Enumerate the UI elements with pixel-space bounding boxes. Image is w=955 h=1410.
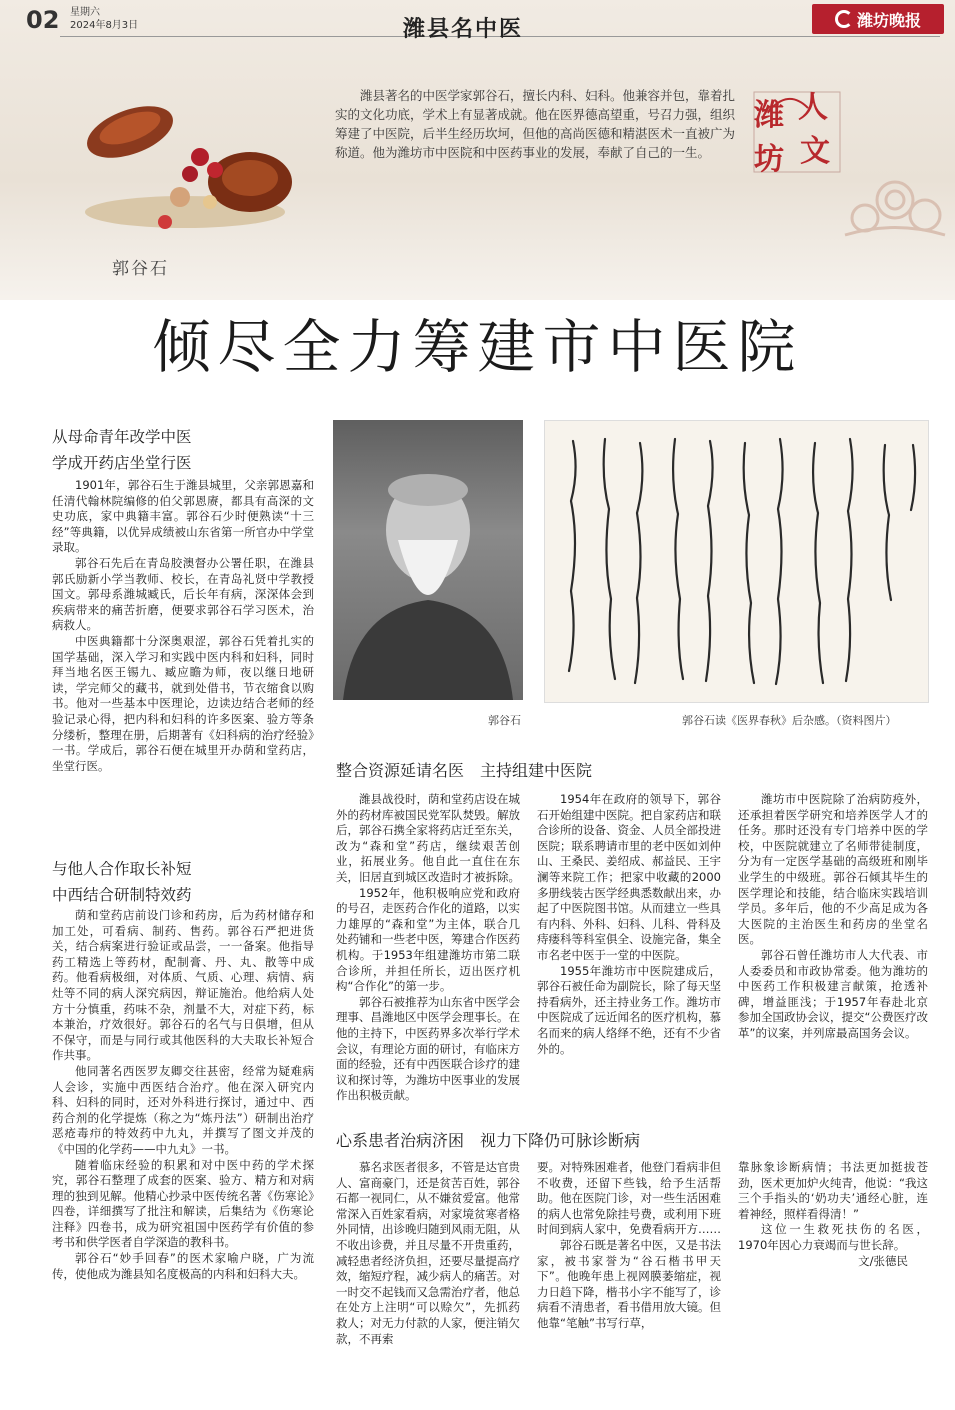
portrait-figure — [333, 420, 523, 700]
paragraph: 荫和堂药店前设门诊和药房，后为药材储存和加工处，可看病、制药、售药。郭谷石严把进货关，结合病案进行验证或品尝，一一备案。他指导药工精选上等药材，配制膏、丹、丸、散等中成药。他看病极细，对体质、气质、心理、病情、病灶等不同的病人深究病因，辩证施治。他给病人处方十分慎重，药味不杂，剂量不大，对症下药，标本兼治，疗效很好。郭谷石的名气与日俱增，但从不保守，而是与同行或其他医科的大夫取长补短合作共事。 — [52, 908, 314, 1063]
section1-body — [52, 478, 314, 774]
calligraphy-strokes — [545, 421, 930, 704]
paragraph: 郭谷石“妙手回春”的医术家喻户晓，广为流传，使他成为潍县知名度极高的内科和妇科大夫。 — [52, 1251, 314, 1281]
paragraph: 潍县战役时，荫和堂药店设在城外的药材库被国民党军队焚毁。解放后，郭谷石携全家将药店迁至东关，改为“森和堂”药店，继续艰苦创业，拓展业务。他自此一直住在东关，旧居直到城区改造时才被拆除。 — [336, 792, 520, 884]
paragraph: 郭谷石先后在青岛胶澳督办公署任职，在潍县郭氏励新小学当教师、校长，在青岛礼贤中学教授国文。郭母系潍城臧氏，后长年有病，深深体会到疾病带来的痛苦折磨，便要求郭谷石学习医术，治病救人。 — [52, 555, 314, 633]
cloud-ornament — [840, 160, 950, 250]
section3-col2 — [537, 792, 721, 1057]
paragraph: 1952年，他积极响应党和政府的号召，走医药合作化的道路，以实力雄厚的“森和堂”为主体，联合几处药铺和一些老中医，筹建合作医药机构。于1953年组建潍坊市第二联合诊所，并担任所长，迈出医疗机构“合作化”的第一步。 — [336, 885, 520, 994]
paragraph: 这位一生救死扶伤的名医，1970年因心力衰竭而与世长辞。 — [738, 1222, 928, 1252]
paragraph: 随着临床经验的积累和对中医中药的学术探究，郭谷石整理了成套的医案、验方、精方和对病理的独到见解。他精心抄录中医传统名著《伤寒论》四卷，详细撰写了批注和解读，后集结为《伤寒论注释》四卷书，成为研究祖国中医药学有价值的参考书和供学医者自学深造的教科书。 — [52, 1157, 314, 1250]
section3-col1 — [336, 792, 520, 1104]
section1-heading — [52, 424, 192, 476]
paragraph: 靠脉象诊断病情；书法更加挺拔苍劲，医术更加炉火纯青，他说：“我这三个手指头的‘奶功夫’通经心脏，连着神经，照样看得清！” — [738, 1160, 928, 1221]
section4-heading: 心系患者治病济困 视力下降仍可脉诊断病 — [336, 1131, 641, 1150]
section4-col3 — [738, 1160, 928, 1269]
portrait-photo — [333, 420, 523, 700]
section1-heading-line1: 从母命青年改学中医 — [52, 428, 192, 446]
person-name: 郭谷石 — [112, 259, 169, 279]
section2-heading-line1: 与他人合作取长补短 — [52, 860, 192, 878]
paragraph: 1954年在政府的领导下，郭谷石开始组建中医院。把自家药店和联合诊所的设备、资金、人员全部投进医院；联系聘请市里的老中医如刘仲山、王桑民、姜绍成、郝益民、王宇澜等来院工作；把家中收藏的2000多册线装古医学经典悉数献出来，办起了中医院图书馆。从而建立一些具有内科、外科、妇科、儿科、骨科及痔瘘科等科室俱全、设施完备，集全市名老中医于一堂的中医院。 — [537, 792, 721, 962]
paragraph: 中医典籍都十分深奥艰涩，郭谷石凭着扎实的国学基础，深入学习和实践中医内科和妇科，同时拜当地名医王锡九、臧应瞻为师，夜以继日地研读，学完师父的藏书，就到处借书，节衣缩食以购书。他对一些基本中医理论，边读边结合老师的经验记录心得，把内科和妇科的许多医案、验方等条分缕析，整理在册，后期著有《妇科病的治疗经验》一书。学成后，郭谷石便在城里开办荫和堂药店，坐堂行医。 — [52, 633, 314, 773]
renwen-badge — [748, 82, 846, 182]
section4-col2 — [537, 1160, 721, 1332]
section2-heading-line2: 中西结合研制特效药 — [52, 886, 192, 904]
date-text: 2024年8月3日 — [70, 20, 139, 31]
weekday: 星期六 — [70, 7, 100, 18]
herbs-illustration — [70, 62, 300, 232]
column-title: 潍县名中医 — [403, 17, 524, 42]
page-number: 02 — [26, 6, 60, 34]
section2-heading — [52, 856, 192, 908]
portrait-caption: 郭谷石 — [488, 714, 521, 727]
paragraph: 慕名求医者很多，不管是达官贵人、富商豪门，还是贫苦百姓，郭谷石都一视同仁，从不嫌贫爱富。他常常深入百姓家看病，对家境贫寒者格外同情，出诊晚归随到风雨无阻，从不收出诊费，并且尽量不开贵重药，减轻患者经济负担，还要尽量提高疗效，缩短疗程，减少病人的痛苦。对一时交不起钱而又急需治疗者，他总在处方上注明“可以赊欠”，先抓药救人；对无力付款的人家，便注销欠款，不再索 — [336, 1160, 520, 1346]
intro-paragraph: 潍县著名的中医学家郭谷石，擅长内科、妇科。他兼容并包，靠着扎实的文化功底，学术上有显著成就。他在医界德高望重，号召力强，组织筹建了中医院，后半生经历坎坷，但他的高尚医德和精湛医术一直被广为称道。他为潍坊市中医院和中医药事业的发展，奉献了自己的一生。 — [335, 88, 736, 160]
paragraph: 要。对特殊困难者，他登门看病非但不收费，还留下些钱，给予生活帮助。他在医院门诊，对一些生活困难的病人也常免除挂号费，或利用下班时间到病人家中，免费看病开方…… — [537, 1160, 721, 1237]
author-byline: 文/张德民 — [858, 1253, 908, 1268]
paragraph: 1901年，郭谷石生于潍县城里，父亲郭恩嘉和任清代翰林院编修的伯父郭恩赓，都具有高深的文史功底，家中典籍丰富。郭谷石少时便熟读“十三经”等典籍，以优异成绩被山东省第一所官办中学堂录取。 — [52, 478, 314, 555]
badge-char-fang: 坊 — [754, 142, 784, 177]
issue-date — [70, 6, 138, 32]
section3-heading: 整合资源延请名医 主持组建中医院 — [336, 761, 593, 780]
calligraphy-caption: 郭谷石读《医界春秋》后杂感。（资料图片） — [682, 714, 897, 727]
calligraphy-image — [544, 420, 929, 703]
headline: 倾尽全力筹建市中医院 — [152, 313, 803, 381]
badge-char-wen: 文 — [800, 134, 830, 169]
paragraph: 他同著名西医罗友卿交往甚密，经常为疑难病人会诊，实施中西医结合治疗。他在深入研究内科、妇科的同时，还对外科进行探讨，通过中、西药合剂的化学提炼（称之为“炼丹法”）研制出治疗恶疮毒疖的特效药中九丸，并撰写了图文并茂的《中国的化学药——中九丸》一书。 — [52, 1063, 314, 1156]
logo-swirl-icon — [835, 10, 853, 28]
paper-name: 潍坊晚报 — [856, 10, 921, 30]
paragraph: 潍坊市中医院除了治病防疫外，还承担着医学研究和培养医学人才的任务。那时还没有专门培养中医的学校，中医院就建立了名师带徒制度，分为有一定医学基础的高级班和刚毕业学生的中级班。郭谷石倾其毕生的医学理论和技能，结合临床实践培训学员。多年后，他的不少高足成为各大医院的主治医生和药房的坐堂名医。 — [738, 792, 928, 947]
paragraph: 郭谷石被推荐为山东省中医学会理事、昌潍地区中医学会理事长。在他的主持下，中医药界多次举行学术会议，有理论方面的研讨，有临床方面的经验，还有中西医联合诊疗的建议和探讨等，为潍坊中医事业的发展作出积极贡献。 — [336, 994, 520, 1103]
badge-char-wei: 潍 — [754, 98, 784, 133]
badge-char-ren: 人 — [798, 90, 828, 125]
section1-heading-line2: 学成开药店坐堂行医 — [52, 454, 192, 472]
paragraph: 郭谷石曾任潍坊市人大代表、市人委委员和市政协常委。他为潍坊的中医药工作积极建言献策，抢透补碑，增益匪浅；于1957年春赴北京参加全国政协会议，提交“公费医疗改革”的议案，并列席最高国务会议。 — [738, 947, 928, 1040]
paragraph: 郭谷石既是著名中医，又是书法家，被书家誉为“谷石楷书甲天下”。他晚年患上视网膜萎缩症，视力日趋下降，楷书小字不能写了，诊病看不清患者，看书借用放大镜。但他靠“笔触”书写行草， — [537, 1237, 721, 1330]
section4-col1 — [336, 1160, 520, 1347]
paragraph: 1955年潍坊市中医院建成后，郭谷石被任命为副院长，除了每天坚持看病外，还主持业务工作。潍坊市中医院成了远近闻名的医疗机构，慕名而来的病人络绎不绝，还有不少省外的。 — [537, 963, 721, 1056]
section2-body — [52, 908, 314, 1282]
paper-logo — [812, 4, 944, 34]
section3-col3 — [738, 792, 928, 1042]
